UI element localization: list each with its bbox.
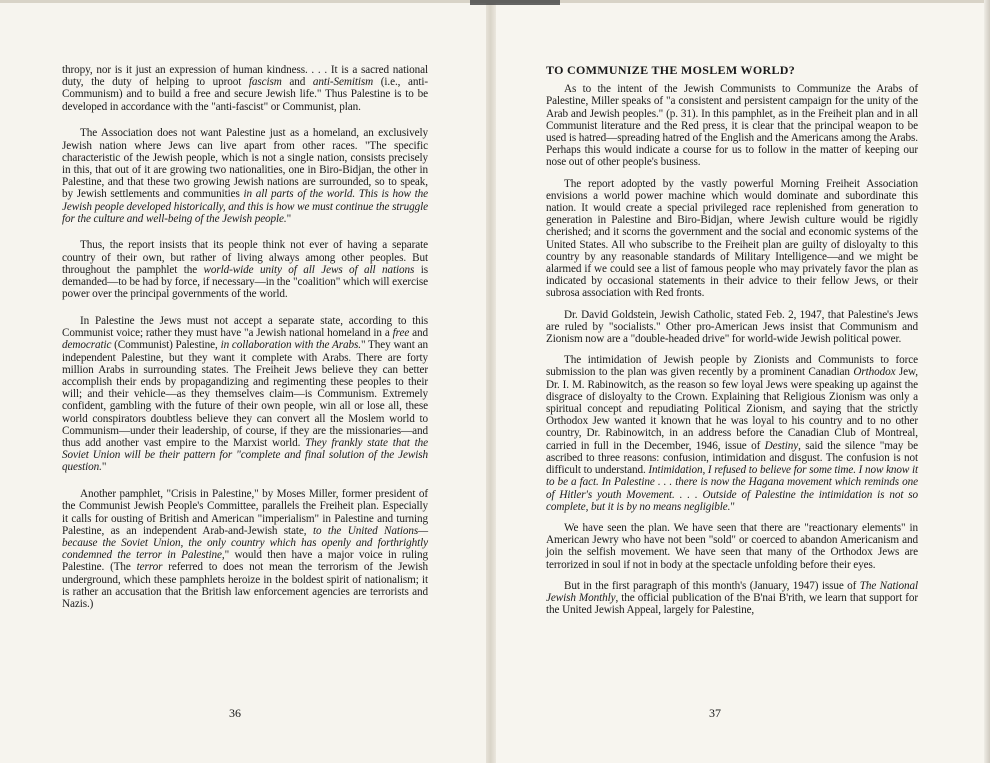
top-edge-left [0, 0, 490, 3]
italic-run: Destiny [764, 439, 799, 452]
top-edge-right [490, 0, 990, 3]
text-run: " They want an independent Palestine, but they want it complete with Arabs. There are forty million Arabs in surrounding states. The Freiheit Jews believe they can better accomplish their ends by propagandizing and regimenting these peoples to their will; and their vehicle—as they themselves claim—is Communism. Extremely confident, gambling with the future of their own people, win all or lose all, these world conspirators doubtless believe they can convert all the Moslem world to Communism—under their leadership, of course, if they are the missionaries—and thus add another vast empire to the Marxist world. [62, 339, 428, 449]
paragraph [546, 178, 918, 300]
text-run: Another pamphlet, "Crisis in Palestine," by Moses Miller, former president of the Communist Jewish People's Committee, parallels the Freiheit plan. Especially it calls for ousting of British and American "imperialism" in Palestine and turning Palestine, as an independent Arab-and-Jewish state, [62, 488, 428, 537]
text-run: " would then have a major voice in ruling Palestine. (The [62, 549, 428, 574]
paragraph [62, 239, 428, 300]
text-run: referred to does not mean the terrorism of the Jewish underground, which these pamphlets heroize in the boldest spirit of nationalism; it is rather an accusation that the British law enforcement agencies are terrorists and Nazis.) [62, 561, 428, 610]
paragraph [546, 309, 918, 346]
text-run: and [409, 327, 428, 340]
left-page-text-column [62, 64, 428, 625]
text-run: (Communist) Palestine, [111, 339, 221, 352]
text-run: Thus, the report insists that its people think not ever of having a separate country of their own, but rather of living always among other peoples. But throughout the pamphlet the [62, 239, 428, 276]
text-run: (i.e., anti-Communism) and to build a free and secure Jewish life." Thus Palestine is to be developed in accordance with the "anti-fascist" or Communist, plan. [62, 76, 428, 113]
italic-run: fascism [248, 76, 282, 89]
paragraph [62, 488, 428, 610]
italic-run: in collaboration with the Arabs. [220, 339, 361, 352]
text-run: , the official publication of the B'nai B'rith, we learn that support for the United Jewish Appeal, largely for Palestine, [546, 591, 918, 617]
left-page-number: 36 [229, 706, 241, 720]
text-run: " [730, 500, 735, 513]
text-run: , said the silence "may be ascribed to three reasons: confusion, intimidation and disgust. The confusion is not difficult to understand. [546, 439, 918, 477]
text-run: " [286, 212, 292, 225]
text-run: Dr. David Goldstein, Jewish Catholic, stated Feb. 2, 1947, that Palestine's Jews are ruled by "socialists." Other pro-American Jews insist that Communism and Zionism now are a "double-headed drive" for world-wide Jewish political power. [546, 308, 918, 346]
paragraph [546, 354, 918, 513]
text-run: Jew, Dr. I. M. Rabinowitch, as the reason so few loyal Jews were speaking up against the disgrace of disloyalty to the Crown. Explaining that Religious Zionism was only a spiritual concept and repudiating Political Zionism, and saying that the strictly Orthodox Jew wanted it known that he was loyal to his country and to no other country, Dr. Rabinowitch, in an address before the Canadian Club of Montreal, carried in full in the December, 1946, issue of [546, 366, 918, 452]
italic-run: free [392, 327, 410, 340]
paragraph [546, 522, 918, 571]
section-heading: TO COMMUNIZE THE MOSLEM WORLD? [546, 63, 796, 77]
text-run: thropy, nor is it just an expression of human kindness. . . . It is a sacred national duty, the duty of helping to uproot [62, 64, 428, 89]
book-gutter [486, 0, 496, 763]
italic-run: anti-Semitism [312, 76, 374, 89]
text-run: The Association does not want Palestine just as a homeland, an exclusively Jewish nation where Jews can live apart from other races. "The specific characteristic of the Jewish people, which is not a single nation, consists precisely in this, that out of it are growing two nationalities, one in Biro-Bidjan, the other in Palestine, and that these two growing Jewish nations are surrounded, so to speak, by Jewish settlements and communities [62, 127, 428, 201]
binding-mark [470, 0, 560, 5]
paragraph [546, 580, 918, 617]
italic-run: democratic [62, 339, 112, 352]
right-page-text-column [546, 64, 918, 625]
page-edge [984, 0, 990, 763]
italic-run: to the United Nations—because the Soviet Union, the only country which has openly and forthrightly condemned the terror in Palestine, [62, 524, 428, 562]
italic-run: They frankly state that the Soviet Union will be their pattern for "complete and final solution of the Jewish question. [62, 436, 429, 474]
text-run: and [281, 76, 313, 89]
italic-run: Orthodox [853, 366, 896, 379]
text-run: In Palestine the Jews must not accept a separate state, according to this Communist voice; rather they must have "a Jewish national homeland in a [62, 314, 428, 340]
right-page-number: 37 [709, 706, 721, 720]
italic-run: The National Jewish Monthly [546, 579, 918, 604]
italic-run: world-wide unity of all Jews of all nations [203, 263, 415, 276]
italic-run: terror [136, 561, 163, 574]
text-run: The report adopted by the vastly powerful Morning Freiheit Association envisions a world power machine which would dominate and subordinate this nation. It would create a special privileged race replenished from generation to generation in Palestine and Biro-Bidjan, where Jewish culture would be rigidly cherished; and it scorns the government and the social and economic systems of the United States. All who subscribe to the Freiheit plan are guilty of disloyalty to this country by any reasonable standards of Military Intelligence—and we might be alarmed if we could see a list of famous people who may privately favor the plan as indicated by occasional statements in their advice to their fellow Jews, or their subrosa association with Red fronts. [546, 177, 918, 300]
text-run: As to the intent of the Jewish Communists to Communize the Arabs of Palestine, Miller speaks of "a consistent and persistent campaign for the unity of the Arab and Jewish peoples." (p. 31). In this pamphlet, as in the Freiheit plan and in all Communist literature and the Red press, it is clear that the principal weapon to be used is hatred—spreading hatred of the English and the Americans among the Arabs. Perhaps this would indicate a course for us to follow in the matter of keeping our nose out of other people's business. [546, 83, 918, 169]
left-page [0, 0, 490, 763]
text-run: We have seen the plan. We have seen that there are "reactionary elements" in American Jewry who have not been "sold" or coerced to abandon Americanism and join the selfish movement. We have seen that many of the Orthodox Jews are terrorized in soul if not in body at the spectacle unfolding before their eyes. [546, 521, 918, 571]
paragraph [62, 127, 428, 225]
italic-run: in all parts of the world. This is how the Jewish people developed historically, and this is how we must continue the struggle for the culture and well-being of the Jewish people. [62, 188, 429, 225]
paragraph [546, 83, 918, 168]
text-run: is demanded—to be had by force, if necessary—in the "coalition" which will exercise power over the principal governments of the world. [62, 263, 428, 301]
paragraph [62, 64, 428, 113]
text-run: The intimidation of Jewish people by Zionists and Communists to force submission to the plan was given recently by a prominent Canadian [546, 354, 918, 379]
text-run: But in the first paragraph of this month's (January, 1947) issue of [564, 579, 860, 592]
right-page [490, 0, 990, 763]
italic-run: Intimidation, I refused to believe for some time. I now know it to be a fact. In Palestine . . . there is now the Hagana movement which reminds one of Hitler's youth Movement. . . . Outside of Palestine the intimidation is not so complete, but it is by no means negligible. [546, 464, 919, 513]
text-run: " [101, 461, 107, 474]
paragraph [62, 315, 428, 474]
